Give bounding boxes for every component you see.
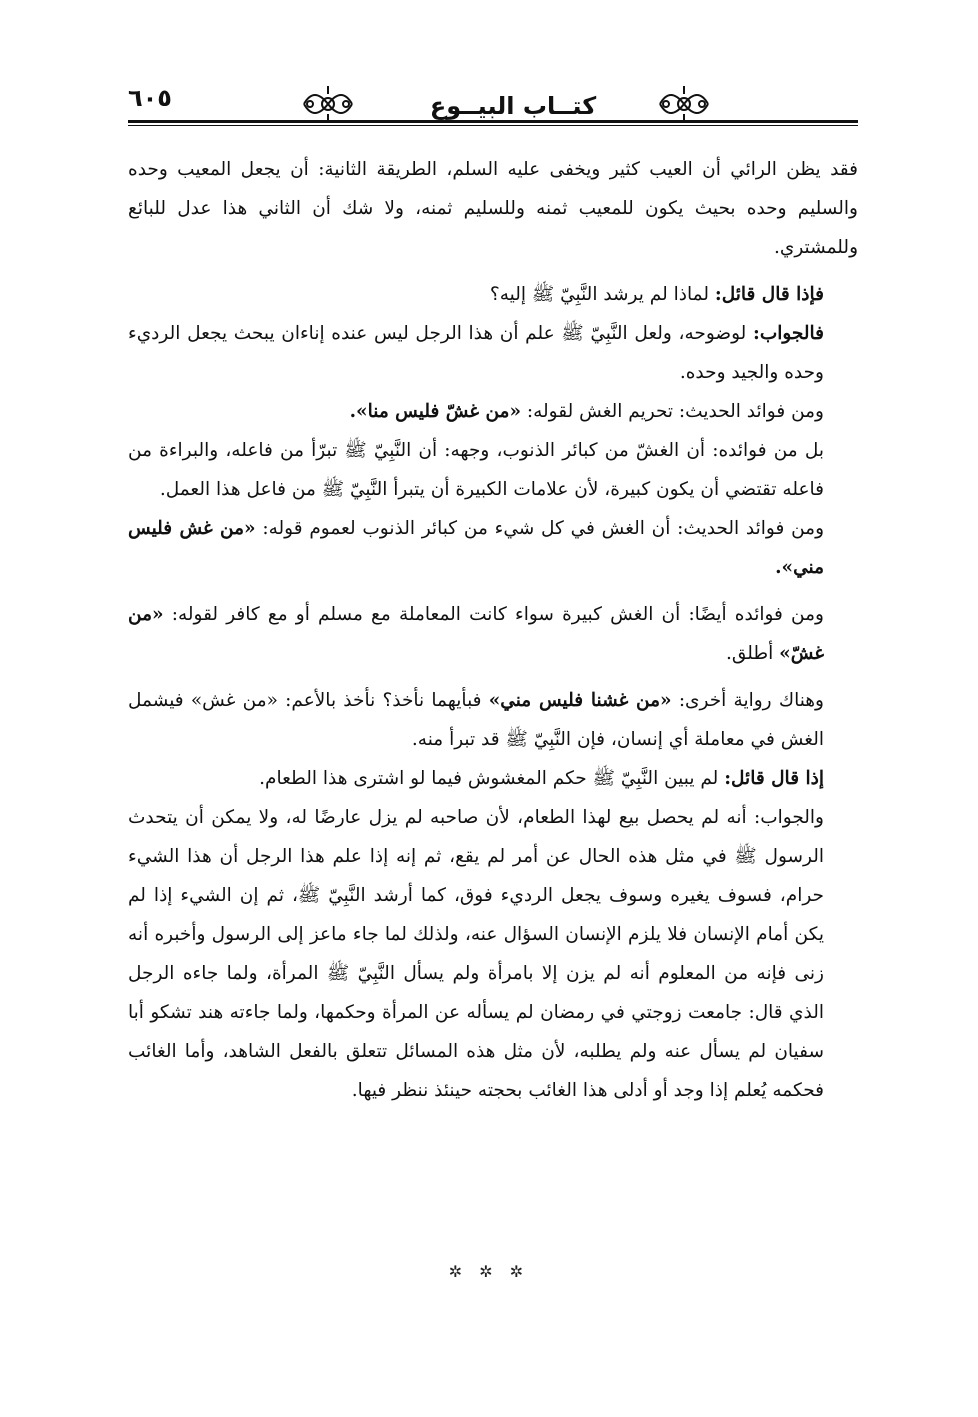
- answer-lead: فالجواب:: [752, 323, 824, 344]
- benefit-tail: أطلق.: [725, 643, 780, 664]
- question-text: لم يبين النَّبِيّ ﷺ حكم المغشوش فيما لو اشترى هذا الطعام.: [259, 768, 725, 789]
- benefit-lead: ومن فوائد الحديث:: [673, 401, 824, 422]
- paragraph-3: [128, 314, 858, 392]
- paragraph-5: [128, 431, 858, 509]
- benefit-lead: بل من فوائده:: [705, 440, 824, 461]
- question-lead: فإذا قال قائل:: [714, 284, 824, 305]
- header-rule-thin: [128, 125, 858, 126]
- hadith-quote: «من غشّ»: [128, 604, 824, 664]
- paragraph-7: [128, 595, 858, 673]
- question-lead: إذا قال قائل:: [724, 768, 824, 789]
- paragraph-2: [128, 275, 858, 314]
- narration-start: وهناك رواية أخرى:: [671, 690, 824, 711]
- paragraph-6: [128, 509, 858, 587]
- header-rule: [128, 120, 858, 123]
- paragraph-10: والجواب: أنه لم يحصل بيع لهذا الطعام، لأن صاحبه لم يزل عارضًا له، ولا يمكن أن يتحدث الرسول ﷺ في مثل هذه الحال عن أمر لم يقع، ثم إنه إذا علم هذا الرجل أن هذا الشيء حرام، فسوف يغيره وسوف يجعل الرديء فوق، كما أرشد النَّبِيّ ﷺ، ثم إن الشيء إذا لم يكن أمام الإنسان فلا يلزم الإنسان السؤال عنه، ولذلك لما جاء ماعز إلى الرسول وأخبره أنه زنى فإنه من المعلوم أنه لم يزن إلا بامرأة ولم يسأل النَّبِيّ ﷺ المرأة، ولما جاءه الرجل الذي قال: جامعت زوجتي في رمضان لم يسأله عن المرأة وحكمها، ولما جاءته هند تشكو أبا سفيان لم يسأل عنه ولم يطلبه، لأن مثل هذه المسائل تتعلق بالفعل الشاهد، وأما الغائب فحكمه يُعلم إذا وجد أو أدلى هذا الغائب بحجته حينئذ ننظر فيها.: [128, 807, 824, 1101]
- hadith-quote: «من غشنا فليس مني»: [488, 690, 672, 711]
- paragraph-1: فقد يظن الرائي أن العيب كثير ويخفى عليه السلم، الطريقة الثانية: أن يجعل المعيب وحده والسليم وحده بحيث يكون للمعيب ثمنه وللسليم ثمنه، ولا شك أن الثاني هذا عدل للبائع وللمشتري.: [128, 159, 858, 258]
- paragraph-8: [128, 681, 858, 759]
- paragraph-9: [128, 759, 858, 798]
- benefit-text: أن الغشّ من كبائر الذنوب، وجهه: أن النَّبِيّ ﷺ تبرّأ من فاعله، والبراءة من فاعله تقتضي أن يكون كبيرة، لأن علامات الكبيرة أن يتبرأ النَّبِيّ ﷺ من فاعل هذا العمل.: [128, 440, 824, 500]
- benefit-text: تحريم الغش لقوله:: [521, 401, 674, 422]
- book-title: كتــاب البيــوع: [429, 92, 597, 120]
- page-body: [128, 150, 858, 1110]
- hadith-quote: «من غشّ فليس منا».: [349, 401, 522, 422]
- page-number: ٦٠٥: [128, 84, 172, 112]
- paragraph-4: [128, 392, 858, 431]
- answer-text: لوضوحه، ولعل النَّبِيّ ﷺ علم أن هذا الرجل ليس عنده إناءان يبحث يجعل الرديء وحده والجيد وحده.: [128, 323, 824, 383]
- benefit-lead: ومن فوائد الحديث:: [670, 518, 824, 539]
- narration-text: فبأيهما نأخذ؟ نأخذ بالأعم: «من غش» فيشمل الغش في معاملة أي إنسان، فإن النَّبِيّ ﷺ قد تبرأ منه.: [128, 690, 824, 750]
- section-separator: ✲ ✲ ✲: [448, 1262, 530, 1281]
- benefit-text: أن الغش في كل شيء من كبائر الذنوب لعموم قوله:: [255, 518, 671, 539]
- page-header: [128, 82, 858, 130]
- question-text: لماذا لم يرشد النَّبِيّ ﷺ إليه؟: [489, 284, 715, 305]
- benefit-lead: ومن فوائده أيضًا:: [680, 604, 824, 625]
- hadith-quote: «من غش فليس مني».: [128, 518, 824, 578]
- benefit-text: أن الغش كبيرة سواء كانت المعاملة مع مسلم أو مع كافر لقوله:: [163, 604, 681, 625]
